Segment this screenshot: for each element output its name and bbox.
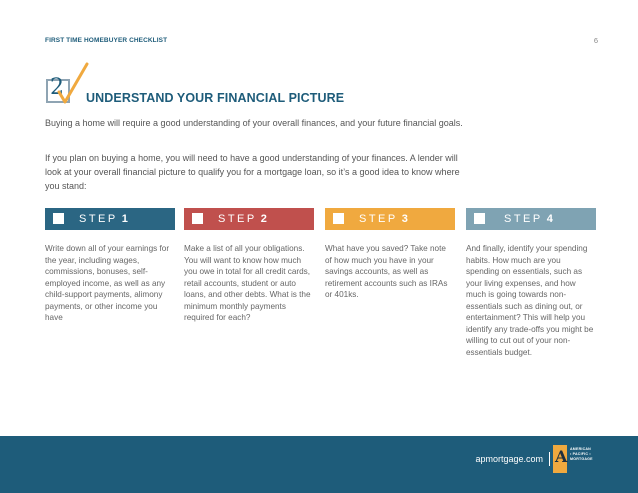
footer-divider [549,452,550,466]
step-number: 3 [401,213,408,225]
step-label: STEP [218,213,257,225]
square-icon [474,213,485,224]
step-4-header [466,208,596,230]
step-number: 2 [260,213,267,225]
step-1-header [45,208,175,230]
section-number: 2 [50,75,64,100]
step-label: STEP [504,213,543,225]
step-3-text: What have you saved? Take note of how much you have in your savings accounts, as well as retirement accounts such as IRAs or 401ks. [325,244,448,299]
step-2-text: Make a list of all your obligations. You will want to know how much you owe in total for all credit cards, retail accounts, student or auto loans, and other debts. What is the minimum monthly payments required for each? [184,244,311,322]
step-number: 4 [546,213,553,225]
intro-paragraph-2: If you plan on buying a home, you will need to have a good understanding of your finances. A lender will look at your overall financial picture to qualify you for a mortgage loan, so it’s a good idea to know where you stand: [45,153,460,191]
section-title: UNDERSTAND YOUR FINANCIAL PICTURE [86,91,345,105]
page-number: 6 [593,36,598,45]
document-header-label: FIRST TIME HOMEBUYER CHECKLIST [45,37,168,44]
step-label: STEP [359,213,398,225]
square-icon [333,213,344,224]
step-1-text: Write down all of your earnings for the year, including wages, commissions, bonuses, self-employed income, as well as any child-support payments, alimony payments, or other income you have [45,244,170,322]
step-2-header [184,208,314,230]
square-icon [53,213,64,224]
footer-url-link[interactable]: apmortgage.com [475,454,543,464]
step-4-text: And finally, identify your spending habits. How much are you spending on essentials, such as your living expenses, and how much is going towards non-essentials such as dining out, or entertainment? This will help you identify any trade-offs you might be willing to cut out of your non-essentials budget. [466,244,594,357]
square-icon [192,213,203,224]
step-label: STEP [79,213,118,225]
footer-bar [0,436,638,493]
company-logo: A AMERICAN • PACIFIC • MORTGAGE [553,445,603,473]
step-3-header [325,208,455,230]
intro-paragraph-1: Buying a home will require a good understanding of your overall finances, and your future financial goals. [45,118,463,128]
step-number: 1 [121,213,128,225]
